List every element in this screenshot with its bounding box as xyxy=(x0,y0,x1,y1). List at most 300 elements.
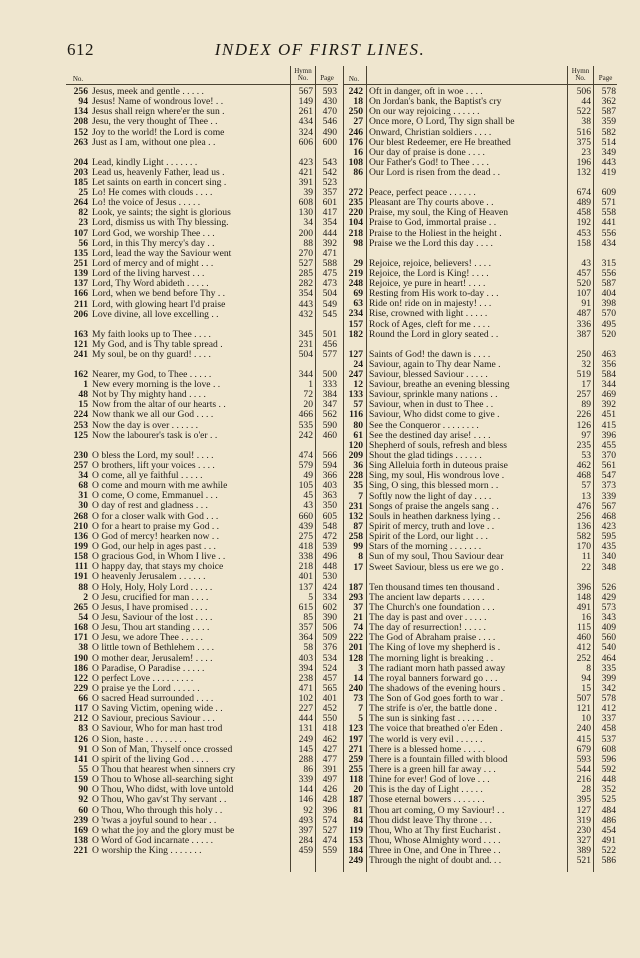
page-ref: 419 xyxy=(601,167,616,179)
page-ref: 497 xyxy=(322,774,337,786)
hymn-no: 249 xyxy=(298,733,313,745)
hymn-no: 242 xyxy=(298,429,313,441)
hymn-no: 476 xyxy=(576,500,591,512)
hymn-number: 258 xyxy=(348,531,363,543)
first-line: O little town of Bethlehem . . . . xyxy=(92,643,215,654)
first-line: Lord, dismiss us with Thy blessing. xyxy=(92,218,229,229)
hymn-no: 39 xyxy=(303,187,313,199)
hymn-no: 535 xyxy=(298,419,313,431)
index-entry xyxy=(66,380,338,390)
page-ref: 514 xyxy=(601,136,616,148)
hymn-no: 375 xyxy=(576,136,591,148)
hymn-number: 256 xyxy=(73,86,88,97)
hymn-no: 149 xyxy=(298,96,313,108)
page-ref: 444 xyxy=(322,227,337,239)
hymn-number: 249 xyxy=(348,855,363,867)
first-line: Saviour, blessed Saviour . . . . . xyxy=(369,369,488,380)
page-header: Page xyxy=(320,74,334,82)
index-entry xyxy=(66,249,338,259)
hymn-no: 396 xyxy=(576,581,591,593)
first-line: Onward, Christian soldiers . . . . xyxy=(369,127,492,138)
hymn-number: 135 xyxy=(73,247,88,259)
hymn-no: 257 xyxy=(576,389,591,401)
index-entry xyxy=(343,330,617,340)
hymn-no: 126 xyxy=(576,419,591,431)
hymn-no: 17 xyxy=(581,379,591,391)
index-entry xyxy=(343,603,617,613)
index-entry xyxy=(343,785,617,795)
first-line: O day of rest and gladness . . . xyxy=(92,501,208,512)
page-ref: 547 xyxy=(601,470,616,482)
hymn-no: 10 xyxy=(581,713,591,725)
index-entry xyxy=(343,239,617,249)
hymn-number: 94 xyxy=(78,96,88,108)
hymn-no: 285 xyxy=(298,268,313,280)
hymn-no: 336 xyxy=(576,318,591,330)
hymn-no: 91 xyxy=(581,298,591,310)
page-ref: 469 xyxy=(601,389,616,401)
hymn-number: 31 xyxy=(78,490,88,502)
index-entry xyxy=(66,623,338,633)
page-ref: 574 xyxy=(322,814,337,826)
page-ref: 339 xyxy=(601,490,616,502)
index-entry xyxy=(66,421,338,431)
page-ref: 520 xyxy=(601,328,616,340)
page-ref: 545 xyxy=(322,308,337,320)
first-line: O brothers, lift your voices . . . . xyxy=(92,460,215,471)
hymn-number: 158 xyxy=(73,551,88,563)
hymn-number: 125 xyxy=(73,429,88,441)
first-line: The voice that breathed o'er Eden . xyxy=(369,724,503,735)
hymn-no: 394 xyxy=(298,662,313,674)
index-entry xyxy=(343,168,617,178)
hymn-number: 23 xyxy=(78,217,88,229)
hymn-number: 132 xyxy=(348,510,363,522)
hymn-number: 228 xyxy=(348,470,363,482)
index-entry xyxy=(343,735,617,745)
page-ref: 352 xyxy=(601,784,616,796)
page-ref: 565 xyxy=(322,682,337,694)
first-line: Jesus, meek and gentle . . . . . xyxy=(92,87,204,97)
first-line: The Church's one foundation . . . xyxy=(369,602,495,613)
hymn-no: 132 xyxy=(576,167,591,179)
page-ref: 534 xyxy=(322,652,337,664)
index-entry xyxy=(66,633,338,643)
first-line: O Saviour, precious Saviour . . . xyxy=(92,714,215,725)
hymn-no: 284 xyxy=(298,835,313,847)
page-ref: 530 xyxy=(322,571,337,583)
hymn-no: 231 xyxy=(298,338,313,350)
page-ref: 509 xyxy=(322,632,337,644)
first-line: Once more, O Lord, Thy sign shall be xyxy=(369,117,515,128)
index-entry xyxy=(66,836,338,846)
first-line: O come, O come, Emmanuel . . . xyxy=(92,491,218,502)
hymn-number: 36 xyxy=(353,460,363,472)
page-ref: 337 xyxy=(601,713,616,725)
index-entry xyxy=(66,532,338,542)
hymn-number: 17 xyxy=(353,561,363,573)
hymn-number: 18 xyxy=(353,96,363,108)
page-ref: 477 xyxy=(322,753,337,765)
hymn-no: 412 xyxy=(576,642,591,654)
index-entry xyxy=(343,431,617,441)
hymn-no: 137 xyxy=(298,581,313,593)
hymn-no: 460 xyxy=(576,632,591,644)
index-entry xyxy=(343,471,617,481)
first-line: The royal banners forward go . . . xyxy=(369,673,498,684)
hymn-no: 357 xyxy=(298,622,313,634)
page-ref: 506 xyxy=(322,622,337,634)
page-ref: 524 xyxy=(322,662,337,674)
page-ref: 392 xyxy=(322,237,337,249)
page-ref: 573 xyxy=(601,601,616,613)
first-line: O Jesus, I have promised . . . . xyxy=(92,602,208,613)
hymn-no: 13 xyxy=(581,490,591,502)
first-line: The God of Abraham praise . . . . xyxy=(369,633,496,644)
hymn-no: 88 xyxy=(303,237,313,249)
hymn-no: 5 xyxy=(308,591,313,603)
hymn-number: 12 xyxy=(353,379,363,391)
first-line: O gracious God, in Whom I live . . xyxy=(92,552,226,563)
hymn-number: 201 xyxy=(348,642,363,654)
hymn-no: 57 xyxy=(581,480,591,492)
hymn-no: 23 xyxy=(581,146,591,158)
hymn-no: 660 xyxy=(298,510,313,522)
first-line: Now the day is over . . . . . . xyxy=(92,420,199,431)
index-entry xyxy=(66,755,338,765)
index-entry xyxy=(343,532,617,542)
index-entry xyxy=(66,816,338,826)
hymn-no: 1 xyxy=(308,379,313,391)
hymn-number: 246 xyxy=(348,126,363,138)
page-ref: 342 xyxy=(601,682,616,694)
first-line: Now from the altar of our hearts . . xyxy=(92,400,226,411)
index-entry xyxy=(66,370,338,380)
page-ref: 471 xyxy=(322,247,337,259)
first-line: The Son of God goes forth to war . xyxy=(369,694,504,705)
page-ref: 578 xyxy=(601,86,616,97)
first-line: Now the labourer's task is o'er . . xyxy=(92,430,218,441)
hymn-no: 519 xyxy=(576,368,591,380)
right-column xyxy=(343,66,617,866)
page-ref: 460 xyxy=(322,429,337,441)
page-ref: 426 xyxy=(322,784,337,796)
index-entry xyxy=(66,198,338,208)
first-line: The shadows of the evening hours . xyxy=(369,683,506,694)
hymn-number: 191 xyxy=(73,571,88,583)
page-ref: 392 xyxy=(601,399,616,411)
index-entry xyxy=(343,654,617,664)
page-ref: 495 xyxy=(601,318,616,330)
hymn-no: 144 xyxy=(298,784,313,796)
hymn-number: 21 xyxy=(353,611,363,623)
first-line: O Jesu, Saviour of the lost . . . . xyxy=(92,612,213,623)
index-entry xyxy=(343,684,617,694)
hymn-header-2: No. xyxy=(575,74,586,82)
index-entry xyxy=(66,806,338,816)
first-line: O Saving Victim, opening wide . . xyxy=(92,704,223,715)
hymn-number: 5 xyxy=(358,713,363,725)
hymn-no: 674 xyxy=(576,187,591,199)
page-ref: 315 xyxy=(601,257,616,269)
page-ref: 571 xyxy=(601,197,616,209)
hymn-number: 1 xyxy=(83,379,88,391)
page-ref: 537 xyxy=(601,733,616,745)
hymn-no: 43 xyxy=(581,257,591,269)
index-entry xyxy=(343,218,617,228)
page-ref: 428 xyxy=(322,794,337,806)
hymn-no: 20 xyxy=(303,399,313,411)
hymn-no: 72 xyxy=(303,389,313,401)
first-line: Rejoice, the Lord is King! . . . . xyxy=(369,268,489,279)
page-ref: 594 xyxy=(322,459,337,471)
hymn-no: 339 xyxy=(298,774,313,786)
hymn-number: 63 xyxy=(353,298,363,310)
page-ref: 540 xyxy=(601,642,616,654)
first-line: O come, all ye faithful . . . . . xyxy=(92,470,203,481)
hymn-number: 221 xyxy=(73,845,88,857)
hymn-number: 138 xyxy=(73,835,88,847)
page-ref: 424 xyxy=(322,581,337,593)
first-line: The King of love my shepherd is . xyxy=(369,643,501,654)
hymn-number: 118 xyxy=(349,774,363,786)
hymn-number: 20 xyxy=(353,784,363,796)
index-entry xyxy=(343,512,617,522)
hymn-no: 453 xyxy=(576,227,591,239)
index-entry xyxy=(343,410,617,420)
index-entry xyxy=(343,593,617,603)
hymn-number: 80 xyxy=(353,419,363,431)
page-ref: 401 xyxy=(322,693,337,705)
index-entry xyxy=(343,269,617,279)
first-line: Rejoice, rejoice, believers! . . . . xyxy=(369,258,492,269)
index-entry xyxy=(66,269,338,279)
hymn-no: 444 xyxy=(298,713,313,725)
first-line: Not by Thy mighty hand . . . . xyxy=(92,390,206,401)
first-line: O perfect Love . . . . . . . . . xyxy=(92,673,194,684)
hymn-number: 29 xyxy=(353,257,363,269)
hymn-number: 104 xyxy=(348,217,363,229)
first-line: On our way rejoicing . . . . . . xyxy=(369,107,480,118)
index-entry xyxy=(66,400,338,410)
index-entry xyxy=(343,542,617,552)
hymn-no: 216 xyxy=(576,774,591,786)
first-line: The sun is sinking fast . . . . . . xyxy=(369,714,485,725)
page-ref: 349 xyxy=(601,146,616,158)
first-line: Thou art coming, O my Saviour! . . xyxy=(369,805,505,816)
index-entry xyxy=(66,826,338,836)
page-ref: 363 xyxy=(322,490,337,502)
hymn-number: 224 xyxy=(73,409,88,421)
page-ref: 588 xyxy=(322,258,337,270)
index-entry xyxy=(343,400,617,410)
index-entry xyxy=(66,562,338,572)
hymn-no: 415 xyxy=(576,733,591,745)
page-ref: 602 xyxy=(322,601,337,613)
index-entry xyxy=(66,87,338,97)
hymn-number: 82 xyxy=(78,207,88,219)
index-entry xyxy=(66,158,338,168)
index-entry xyxy=(66,542,338,552)
page-ref: 412 xyxy=(601,703,616,715)
index-entry xyxy=(343,552,617,562)
hymn-no: 516 xyxy=(576,126,591,138)
hymn-number: 61 xyxy=(353,429,363,441)
hymn-number: 119 xyxy=(349,824,363,836)
page-ref: 559 xyxy=(322,845,337,857)
hymn-number: 35 xyxy=(353,480,363,492)
page-ref: 490 xyxy=(322,126,337,138)
hymn-no: 615 xyxy=(298,601,313,613)
hymn-number: 159 xyxy=(73,774,88,786)
hymn-no: 226 xyxy=(576,409,591,421)
hymn-no: 471 xyxy=(298,682,313,694)
first-line: O Thou to Whose all-searching sight xyxy=(92,775,234,786)
index-entry xyxy=(66,795,338,805)
hymn-number: 235 xyxy=(348,197,363,209)
hymn-number: 220 xyxy=(348,207,363,219)
hymn-header-2: No. xyxy=(297,74,309,82)
hymn-number: 176 xyxy=(348,136,363,148)
index-entry xyxy=(66,735,338,745)
hymn-number: 91 xyxy=(78,743,88,755)
page-ref: 561 xyxy=(601,460,616,472)
hymn-no: 391 xyxy=(298,176,313,188)
hymn-no: 579 xyxy=(298,459,313,471)
page-ref: 587 xyxy=(601,277,616,289)
page-ref: 370 xyxy=(601,450,616,462)
hymn-number: 68 xyxy=(78,480,88,492)
hymn-number: 171 xyxy=(73,632,88,644)
right-column-header xyxy=(343,66,617,85)
first-line: Nearer, my God, to Thee . . . . . xyxy=(92,369,212,380)
hymn-no: 582 xyxy=(576,531,591,543)
index-entry xyxy=(66,97,338,107)
page-ref: 443 xyxy=(601,156,616,168)
first-line: Our Lord is risen from the dead . . xyxy=(369,168,501,179)
first-line: Lord, when we bend before Thy . . xyxy=(92,289,226,300)
page-ref: 335 xyxy=(601,662,616,674)
hymn-header-1: Hymn xyxy=(571,67,590,75)
hymn-number: 86 xyxy=(353,167,363,179)
hymn-no: 200 xyxy=(298,227,313,239)
first-line: This is the day of Light . . . . . xyxy=(369,785,483,796)
hymn-number: 240 xyxy=(348,682,363,694)
first-line: O Sion, haste . . . . . . . . . xyxy=(92,734,187,745)
hymn-number: 30 xyxy=(78,500,88,512)
index-entry xyxy=(343,623,617,633)
first-line: Round the Lord in glory seated . . xyxy=(369,329,499,340)
hymn-number: 14 xyxy=(353,672,363,684)
first-line: Thou, Who at Thy first Eucharist . xyxy=(369,825,501,836)
first-line: Our day of praise is done . . . . xyxy=(369,147,485,158)
index-entry xyxy=(66,775,338,785)
first-line: Sun of my soul, Thou Saviour dear xyxy=(369,552,504,563)
first-line: Look, ye saints; the sight is glorious xyxy=(92,208,231,219)
hymn-number: 242 xyxy=(348,86,363,97)
hymn-no: 22 xyxy=(581,561,591,573)
hymn-no: 403 xyxy=(298,652,313,664)
hymn-number: 157 xyxy=(348,318,363,330)
hymn-number: 247 xyxy=(348,368,363,380)
hymn-no: 344 xyxy=(298,368,313,380)
hymn-no: 288 xyxy=(298,753,313,765)
page-ref: 600 xyxy=(322,136,337,148)
hymn-no: 250 xyxy=(576,348,591,360)
hymn-no: 423 xyxy=(298,156,313,168)
hymn-number: 25 xyxy=(78,187,88,199)
first-line: O Thou, Who through this holy . . xyxy=(92,805,223,816)
page-ref: 578 xyxy=(601,693,616,705)
page-ref: 474 xyxy=(322,835,337,847)
hymn-number: 141 xyxy=(73,753,88,765)
page-ref: 396 xyxy=(601,429,616,441)
index-entry xyxy=(343,441,617,451)
index-entry xyxy=(343,836,617,846)
first-line: New every morning is the love . . xyxy=(92,380,221,391)
hymn-no: 43 xyxy=(303,500,313,512)
first-line: The day is past and over . . . . . xyxy=(369,612,487,623)
index-entry xyxy=(66,704,338,714)
page-ref: 584 xyxy=(601,368,616,380)
hymn-no: 462 xyxy=(576,460,591,472)
page-ref: 525 xyxy=(601,794,616,806)
first-line: Spirit of the Lord, our light . . . xyxy=(369,532,488,543)
page-ref: 472 xyxy=(322,530,337,542)
page-ref: 347 xyxy=(322,399,337,411)
page-ref: 404 xyxy=(601,288,616,300)
hymn-no: 89 xyxy=(581,399,591,411)
first-line: Jesus shall reign where'er the sun . xyxy=(92,107,225,118)
first-line: Sing, my soul, His wondrous love . xyxy=(369,471,505,482)
page-ref: 396 xyxy=(322,804,337,816)
hymn-number: 251 xyxy=(73,258,88,270)
index-entry xyxy=(343,522,617,532)
index-entry xyxy=(343,856,617,866)
hymn-number: 34 xyxy=(78,469,88,481)
hymn-number: 163 xyxy=(73,328,88,340)
hymn-number: 55 xyxy=(78,764,88,776)
hymn-no: 115 xyxy=(576,622,591,634)
hymn-number: 122 xyxy=(73,672,88,684)
hymn-no: 282 xyxy=(298,278,313,290)
index-entry xyxy=(343,380,617,390)
index-entry xyxy=(343,643,617,653)
first-line: O Holy, Holy, Holy Lord . . . . . xyxy=(92,582,213,593)
first-line: Pleasant are Thy courts above . . xyxy=(369,198,494,209)
hymn-number: 239 xyxy=(73,814,88,826)
page-ref: 556 xyxy=(601,227,616,239)
page-ref: 430 xyxy=(322,96,337,108)
hymn-no: 94 xyxy=(581,672,591,684)
hymn-number: 139 xyxy=(73,268,88,280)
index-entry xyxy=(343,826,617,836)
index-entry xyxy=(66,745,338,755)
index-entry xyxy=(66,310,338,320)
hymn-no: 527 xyxy=(298,258,313,270)
first-line: O happy day, that stays my choice xyxy=(92,562,224,573)
page-ref: 399 xyxy=(601,672,616,684)
first-line: Lead us, heavenly Father, lead us . xyxy=(92,167,225,178)
hymn-no: 491 xyxy=(576,601,591,613)
hymn-number: 250 xyxy=(348,106,363,118)
first-line: Lord, Thy Word abideth . . . . . xyxy=(92,279,209,290)
first-line: Resting from His work to-day . . . xyxy=(369,289,499,300)
hymn-number: 48 xyxy=(78,389,88,401)
first-line: Saviour, Who didst come to give . xyxy=(369,410,500,421)
first-line: O what the joy and the glory must be xyxy=(92,825,235,836)
index-entry xyxy=(343,461,617,471)
